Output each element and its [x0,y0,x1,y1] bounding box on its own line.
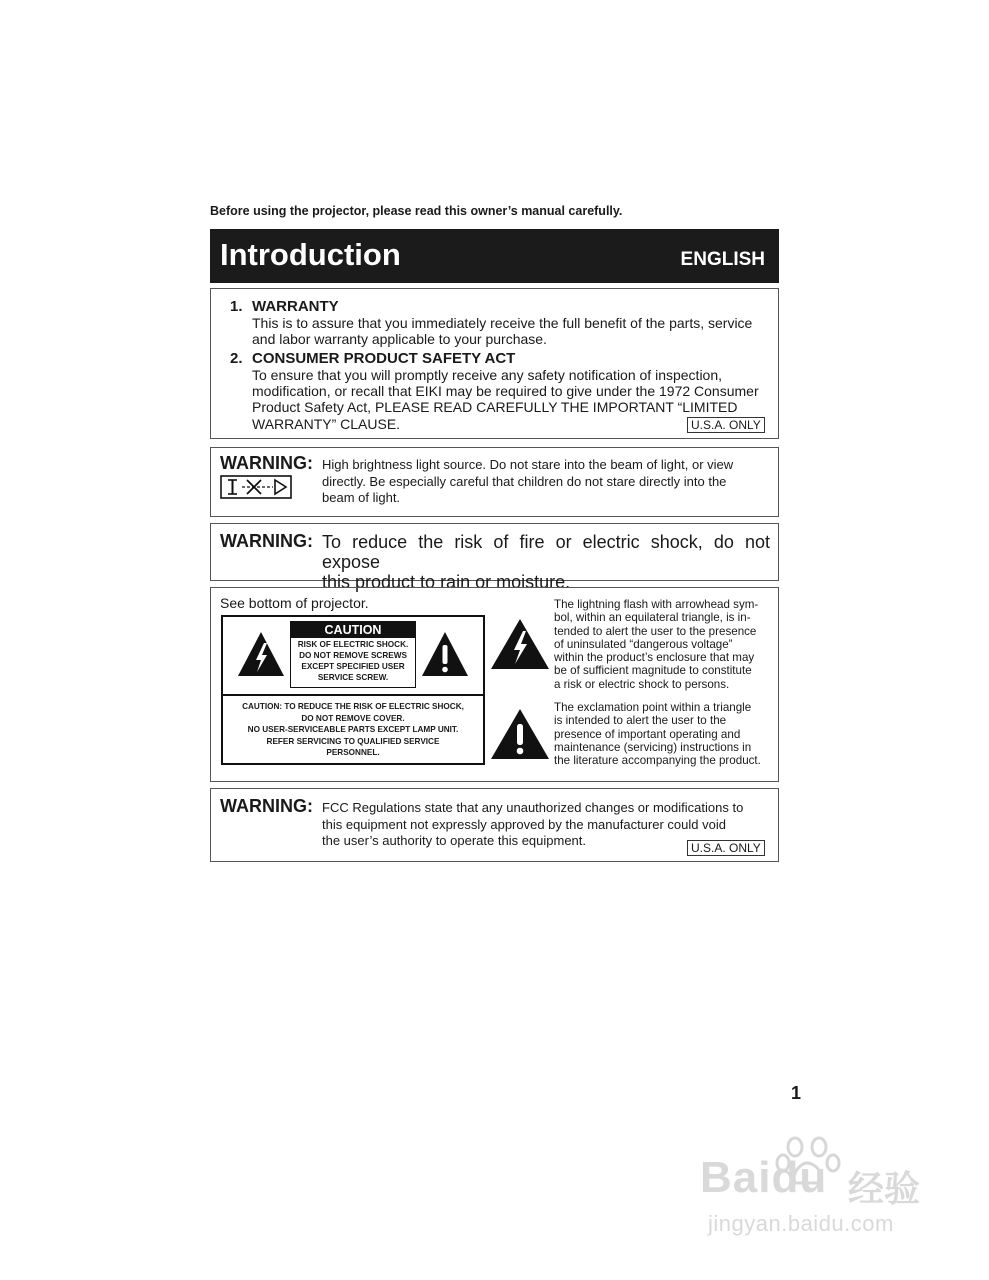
caution-line: EXCEPT SPECIFIED USER [301,662,405,671]
item-body-line: modification, or recall that EIKI may be required to give under the 1972 Consumer [252,383,759,400]
warning-label: WARNING: [220,453,313,473]
watermark-url: jingyan.baidu.com [708,1211,894,1236]
desc-line: be of sufficient magnitude to constitute [554,664,752,678]
baidu-watermark [700,1135,940,1245]
see-bottom-note: See bottom of projector. [220,595,369,611]
desc-line: bol, within an equilateral triangle, is in- [554,611,751,625]
desc-line: The lightning flash with arrowhead sym- [554,598,759,611]
page-number: 1 [791,1083,802,1103]
caution-sticker [290,621,416,688]
watermark-brand: Baidu [700,1153,828,1202]
item-body-line: Product Safety Act, PLEASE READ CAREFULLY THE IMPORTANT “LIMITED [252,399,738,416]
lightning-triangle-icon [490,618,550,670]
desc-line: is intended to alert the user to the [554,714,727,728]
usa-only-badge: U.S.A. ONLY [687,840,765,856]
caution-line: DO NOT REMOVE COVER. [301,713,405,723]
caution-box [210,587,779,782]
caution-line: CAUTION: TO REDUCE THE RISK OF ELECTRIC SHOCK, [242,702,464,711]
item-body-line: WARRANTY” CLAUSE. [252,415,401,432]
section-header [210,229,779,283]
desc-line: tended to alert the user to the presence [554,624,757,638]
warning-text-line: directly. Be especially careful that children do not stare directly into the [322,473,727,489]
item-number: 1. [230,298,243,315]
section-title: Introduction [220,237,401,272]
warning-label: WARNING: [220,531,313,551]
lightning-description [554,598,774,691]
caution-line: REFER SERVICING TO QUALIFIED SERVICE [266,736,440,746]
desc-line: within the product’s enclosure that may [554,651,755,665]
item-body-line: To ensure that you will promptly receive any safety notification of inspection, [252,367,723,383]
caution-line: SERVICE SCREW. [317,673,389,682]
warning-text-line: beam of light. [322,490,401,506]
warning-label: WARNING: [220,796,313,816]
item-body-line: This is to assure that you immediately receive the full benefit of the parts, service [252,315,753,331]
caution-line: PERSONNEL. [326,748,380,757]
warning-text-line: this equipment not expressly approved by the manufacturer could void [322,816,726,832]
desc-line: The exclamation point within a triangle [554,701,752,714]
warning-text-line: FCC Regulations state that any unauthorized changes or modifications to [322,800,744,815]
desc-line: maintenance (servicing) instructions in [554,740,752,754]
warranty-box [210,288,779,439]
item-number: 2. [230,350,243,367]
exclamation-triangle-icon [421,631,469,677]
caution-heading: CAUTION [291,622,415,638]
lightning-triangle-icon [237,631,285,677]
watermark-cn: 经验 [848,1168,921,1209]
caution-line: DO NOT REMOVE SCREWS [299,651,407,660]
fcc-warning-box [210,788,779,862]
exclamation-description [554,701,774,767]
warning-text-line: the user’s authority to operate this equipment. [322,833,587,849]
item-title-warranty: WARRANTY [252,298,339,315]
desc-line: a risk or electric shock to persons. [554,677,730,691]
caution-line: RISK OF ELECTRIC SHOCK. [297,640,409,649]
warning-text-line: this product to rain or moisture. [322,572,571,592]
item-body-line: and labor warranty applicable to your purchase. [252,331,547,348]
light-warning-box [210,447,779,517]
exclamation-triangle-icon [490,708,550,760]
caution-warning-text [223,696,483,759]
desc-line: presence of important operating and [554,727,741,741]
light-beam-icon [220,475,292,499]
fire-warning-box [210,523,779,592]
desc-line: the literature accompanying the product. [554,754,761,768]
item-title-safety-act: CONSUMER PRODUCT SAFETY ACT [252,350,516,367]
caution-line: NO USER-SERVICEABLE PARTS EXCEPT LAMP UNIT. [247,725,459,734]
caution-label-panel [221,615,485,765]
warning-text-line: To reduce the risk of fire or electric shock, do not expose [322,532,770,572]
warning-text-line: High brightness light source. Do not stare into the beam of light, or view [322,457,734,472]
language-label: ENGLISH [680,249,765,270]
desc-line: of uninsulated “dangerous voltage” [554,637,733,651]
usa-only-badge: U.S.A. ONLY [687,417,765,433]
preface-note: Before using the projector, please read this owner’s manual carefully. [210,204,623,218]
